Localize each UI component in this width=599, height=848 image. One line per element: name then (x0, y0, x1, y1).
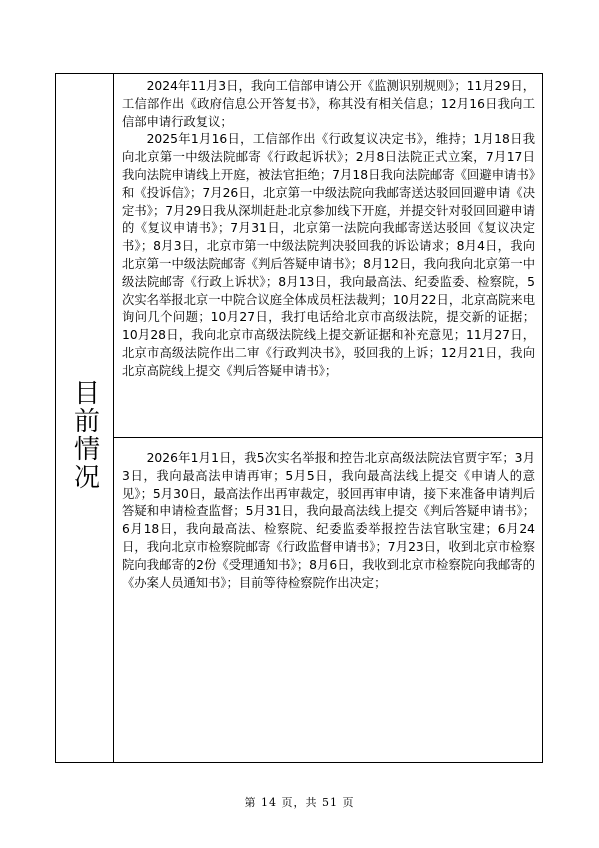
status-cell-2024-2025 (114, 74, 542, 438)
paragraph-2024: 2024年11月3日，我向工信部申请公开《监测识别规则》；11月29日，工信部作出《政府信息公开答复书》，称其没有相关信息；12月16日我向工信部申请行政复议； (122, 79, 535, 129)
paragraph-2025: 2025年1月16日，工信部作出《行政复议决定书》，维持；1月18日我向北京第一中级法院邮寄《行政起诉状》；2月8日法院正式立案，7月17日我向法院申请线上开庭，被法官拒绝；7月18日我向法院邮寄《回避申请书》和《投诉信》；7月26日，北京第一中级法院向我邮寄送达驳回回避申请《决定书》；7月29日我从深圳赶赴北京参加线下开庭，并提交针对驳回回避申请的《复议申请书》；7月31日，北京第一法院向我邮寄送达驳回《复议决定书》；8月3日，北京市第一中级法院判决驳回我的诉讼请求；8月4日，我向北京第一中级法院邮寄《判后答疑申请书》；8月12日，我向我向北京第一中级法院邮寄《行政上诉状》；8月13日，我向最高法、纪委监委、检察院，5次实名举报北京一中院合议庭全体成员枉法裁判；10月22日，北京高院来电询问几个问题；10月27日，我打电话给北京市高级法院，提交新的证据；10月28日，我向北京市高级法院线上提交新证据和补充意见；11月27日，北京市高级法院作出二审《行政判决书》，驳回我的上诉；12月21日，我向北京高院线上提交《判后答疑申请书》； (122, 132, 535, 378)
page-number-footer: 第 14 页，共 51 页 (244, 796, 355, 809)
section-label-cell (56, 74, 114, 762)
status-table (55, 73, 543, 763)
paragraph-2026: 2026年1月1日，我5次实名举报和控告北京高级法院法官贾宇军；3月3日，我向最高法申请再审；5月5日，我向最高法线上提交《申请人的意见》；5月30日，最高法作出再审裁定，驳回再审申请，接下来准备申请判后答疑和申请检查监督；5月31日，我向最高法线上提交《判后答疑申请书》；6月18日，我向最高法、检察院、纪委监委举报控告法官耿宝建；6月24日，我向北京市检察院邮寄《行政监督申请书》；7月23日，收到北京市检察院向我邮寄的2份《受理通知书》；8月6日，我收到北京市检察院向我邮寄的《办案人员通知书》；目前等待检察院作出决定； (122, 451, 535, 590)
status-cell-2026 (114, 438, 542, 762)
section-label: 目前情况 (69, 379, 100, 491)
content-column (114, 74, 542, 762)
